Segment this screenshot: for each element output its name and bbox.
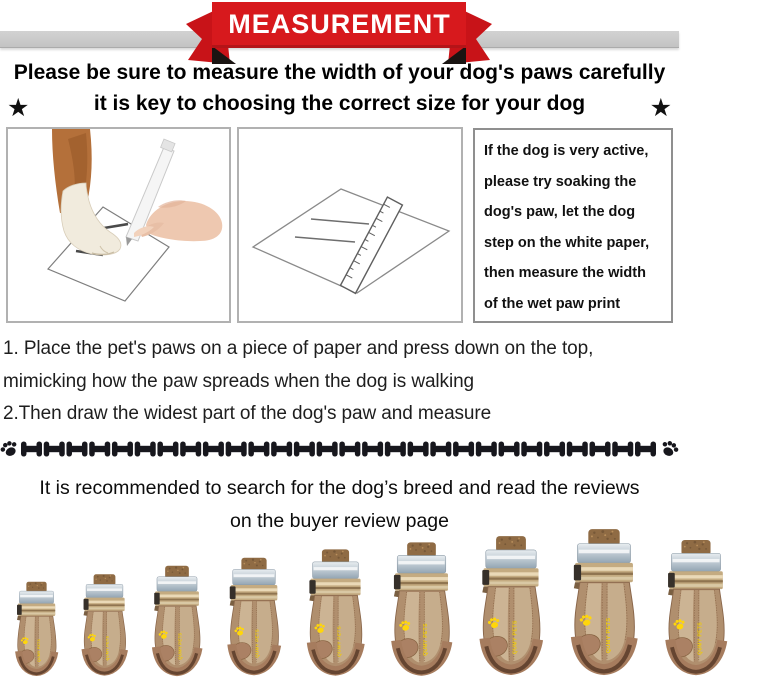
text-line: please try soaking the — [484, 173, 637, 190]
text-line: It is recommended to search for the dog’s breed and read the reviews — [39, 477, 640, 499]
paw-tracing-illustration — [6, 127, 231, 323]
svg-text:QUMY PETS: QUMY PETS — [422, 623, 429, 656]
dog-boot — [658, 537, 734, 677]
text-line: of the wet paw print — [484, 295, 621, 312]
banner-title: MEASUREMENT — [228, 9, 451, 39]
text-line: 2.Then draw the widest part of the dog's paw and measure — [3, 403, 492, 424]
svg-text:QUMY PETS: QUMY PETS — [697, 621, 704, 656]
svg-text:QUMY PETS: QUMY PETS — [512, 620, 519, 655]
text-line: on the buyer review page — [230, 510, 449, 532]
paw-tracing-image — [8, 129, 229, 321]
text-line: then measure the width — [484, 265, 646, 281]
boot-size-lineup — [10, 526, 770, 677]
svg-text:QUMY PETS: QUMY PETS — [254, 628, 260, 658]
dog-boot — [10, 580, 63, 677]
ruler-measurement-image — [239, 129, 461, 321]
dog-boot — [146, 564, 208, 677]
text-line: If the dog is very active, — [484, 143, 649, 159]
dog-boot — [76, 572, 133, 677]
text-line: 1. Place the pet's paws on a piece of paper and press down on the top, — [3, 338, 594, 359]
dog-boot — [384, 540, 459, 677]
dog-boot — [472, 533, 550, 677]
measurement-instructions — [3, 333, 679, 431]
dog-boot — [563, 526, 645, 677]
heading-line-2: it is key to choosing the correct size for your dog — [93, 92, 586, 115]
svg-text:QUMY PETS: QUMY PETS — [177, 632, 183, 660]
svg-text:QUMY PETS: QUMY PETS — [605, 617, 612, 654]
text-line: mimicking how the paw spreads when the dog is walking — [3, 370, 474, 392]
bone-paw-divider — [0, 438, 679, 460]
active-dog-tip-box — [473, 128, 673, 323]
dog-boot — [221, 555, 287, 677]
text-line: step on the white paper, — [484, 234, 650, 251]
dog-boot — [300, 547, 371, 677]
svg-text:QUMY PETS: QUMY PETS — [105, 635, 110, 661]
svg-text:QUMY PETS: QUMY PETS — [337, 625, 343, 657]
star-icon-right: ★ — [649, 94, 672, 122]
ruler-measurement-illustration — [237, 127, 463, 323]
svg-text:QUMY PETS: QUMY PETS — [37, 638, 42, 663]
text-line: dog's paw, let the dog — [484, 204, 636, 220]
heading-line-1: Please be sure to measure the width of your dog's paws carefully — [13, 61, 666, 84]
star-icon-left: ★ — [7, 94, 30, 122]
page-heading — [0, 57, 679, 122]
